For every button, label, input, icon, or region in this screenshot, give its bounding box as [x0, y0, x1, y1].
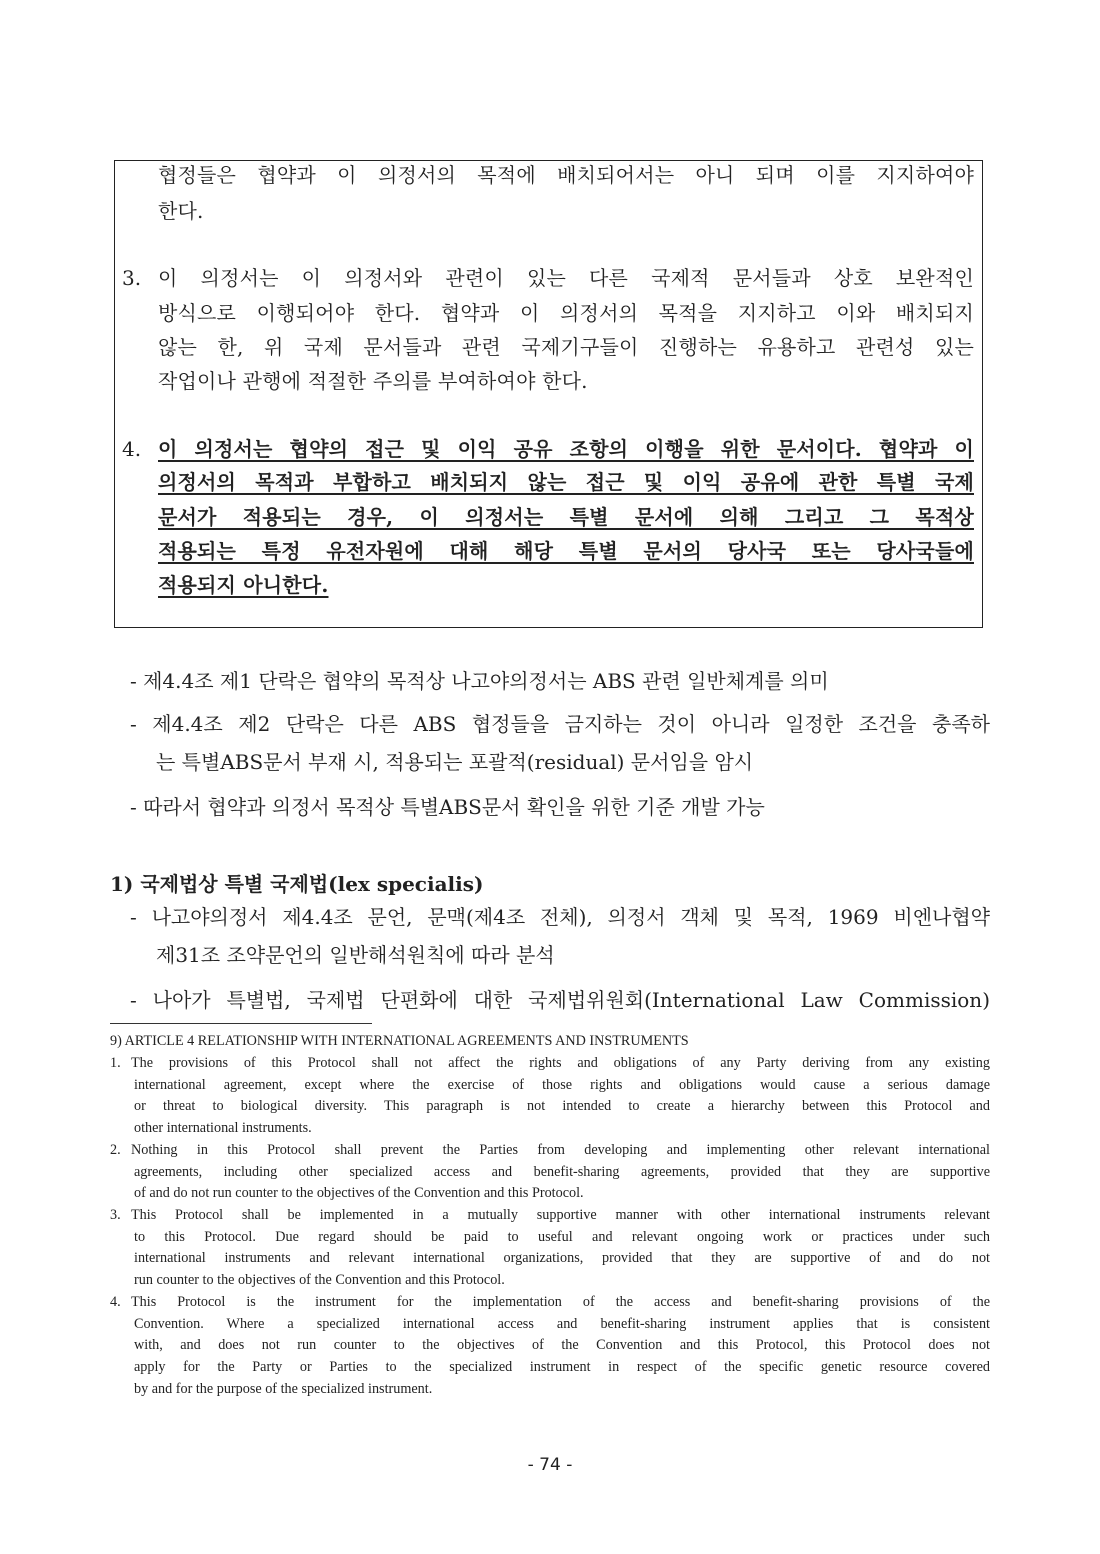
paragraph-number: 4.	[122, 437, 142, 461]
bullet-item: - 제4.4조 제1 단락은 협약의 목적상 나고야의정서는 ABS 관련 일반체계를 의미	[130, 669, 829, 693]
footnote-heading: 9) ARTICLE 4 RELATIONSHIP WITH INTERNATIONAL AGREEMENTS AND INSTRUMENTS	[110, 1033, 689, 1049]
footnote-line: This Protocol shall be implemented in a mutually supportive manner with other international instruments relevant	[131, 1207, 990, 1223]
quote-line: 이 의정서는 이 의정서와 관련이 있는 다른 국제적 문서들과 상호 보완적인	[158, 266, 974, 290]
quote-line: 한다.	[158, 199, 204, 223]
footnote-line: to this Protocol. Due regard should be paid to useful and relevant ongoing work or practices under such	[134, 1229, 990, 1245]
footnote-line: by and for the purpose of the specialized instrument.	[134, 1381, 433, 1397]
footnote-divider	[110, 1023, 372, 1024]
footnote-line: other international instruments.	[134, 1120, 312, 1136]
quote-line: 협정들은 협약과 이 의정서의 목적에 배치되어서는 아니 되며 이를 지지하여야	[158, 163, 974, 187]
quote-line-emphasized: 문서가 적용되는 경우, 이 의정서는 특별 문서에 의해 그리고 그 목적상	[158, 505, 974, 529]
bullet-item: - 나아가 특별법, 국제법 단편화에 대한 국제법위원회(International Law Commission)	[130, 988, 990, 1012]
footnote-line: The provisions of this Protocol shall not affect the rights and obligations of any Party deriving from any existing	[131, 1055, 990, 1071]
footnote-line: agreements, including other specialized access and benefit-sharing agreements, provided that they are supportive	[134, 1164, 990, 1180]
quote-line: 작업이나 관행에 적절한 주의를 부여하여야 한다.	[158, 369, 588, 393]
quote-line: 방식으로 이행되어야 한다. 협약과 이 의정서의 목적을 지지하고 이와 배치되지	[158, 301, 974, 325]
bullet-item: - 제4.4조 제2 단락은 다른 ABS 협정들을 금지하는 것이 아니라 일정한 조건을 충족하	[130, 712, 990, 736]
footnote-line: international agreement, except where the exercise of those rights and obligations would cause a serious damage	[134, 1077, 990, 1093]
quote-line-emphasized: 적용되지 아니한다.	[158, 573, 329, 597]
footnote-line: or threat to biological diversity. This paragraph is not intended to create a hierarchy between this Protocol and	[134, 1098, 990, 1114]
bullet-continuation: 는 특별ABS문서 부재 시, 적용되는 포괄적(residual) 문서임을 암시	[156, 750, 754, 774]
footnote-line: This Protocol is the instrument for the implementation of the access and benefit-sharing provisions of the	[131, 1294, 990, 1310]
paragraph-number: 3.	[122, 266, 142, 290]
footnote-line: Convention. Where a specialized international access and benefit-sharing instrument applies that is consistent	[134, 1316, 990, 1332]
page-number: - 74 -	[527, 1455, 573, 1475]
footnote-line: international instruments and relevant international organizations, provided that they are supportive of and do not	[134, 1250, 990, 1266]
footnote-number: 1.	[110, 1055, 121, 1071]
bullet-item: - 따라서 협약과 의정서 목적상 특별ABS문서 확인을 위한 기준 개발 가능	[130, 795, 765, 819]
footnote-line: run counter to the objectives of the Convention and this Protocol.	[134, 1272, 505, 1288]
section-heading: 1) 국제법상 특별 국제법(lex specialis)	[110, 872, 484, 896]
bullet-continuation: 제31조 조약문언의 일반해석원칙에 따라 분석	[156, 943, 555, 967]
footnote-number: 3.	[110, 1207, 121, 1223]
footnote-line: with, and does not run counter to the objectives of the Convention and this Protocol, this Protocol does not	[134, 1337, 990, 1353]
footnote-line: Nothing in this Protocol shall prevent the Parties from developing and implementing other relevant international	[131, 1142, 990, 1158]
footnote-number: 2.	[110, 1142, 121, 1158]
footnote-number: 4.	[110, 1294, 121, 1310]
quote-line-emphasized: 의정서의 목적과 부합하고 배치되지 않는 접근 및 이익 공유에 관한 특별 국제	[158, 470, 974, 494]
footnote-line: of and do not run counter to the objectives of the Convention and this Protocol.	[134, 1185, 584, 1201]
quote-line-emphasized: 이 의정서는 협약의 접근 및 이익 공유 조항의 이행을 위한 문서이다. 협약과 이	[158, 437, 974, 461]
footnote-line: apply for the Party or Parties to the specialized instrument in respect of the specific genetic resource covered	[134, 1359, 990, 1375]
bullet-item: - 나고야의정서 제4.4조 문언, 문맥(제4조 전체), 의정서 객체 및 목적, 1969 비엔나협약	[130, 905, 990, 929]
quote-line: 않는 한, 위 국제 문서들과 관련 국제기구들이 진행하는 유용하고 관련성 있는	[158, 335, 974, 359]
quote-line-emphasized: 적용되는 특정 유전자원에 대해 해당 특별 문서의 당사국 또는 당사국들에	[158, 539, 974, 563]
